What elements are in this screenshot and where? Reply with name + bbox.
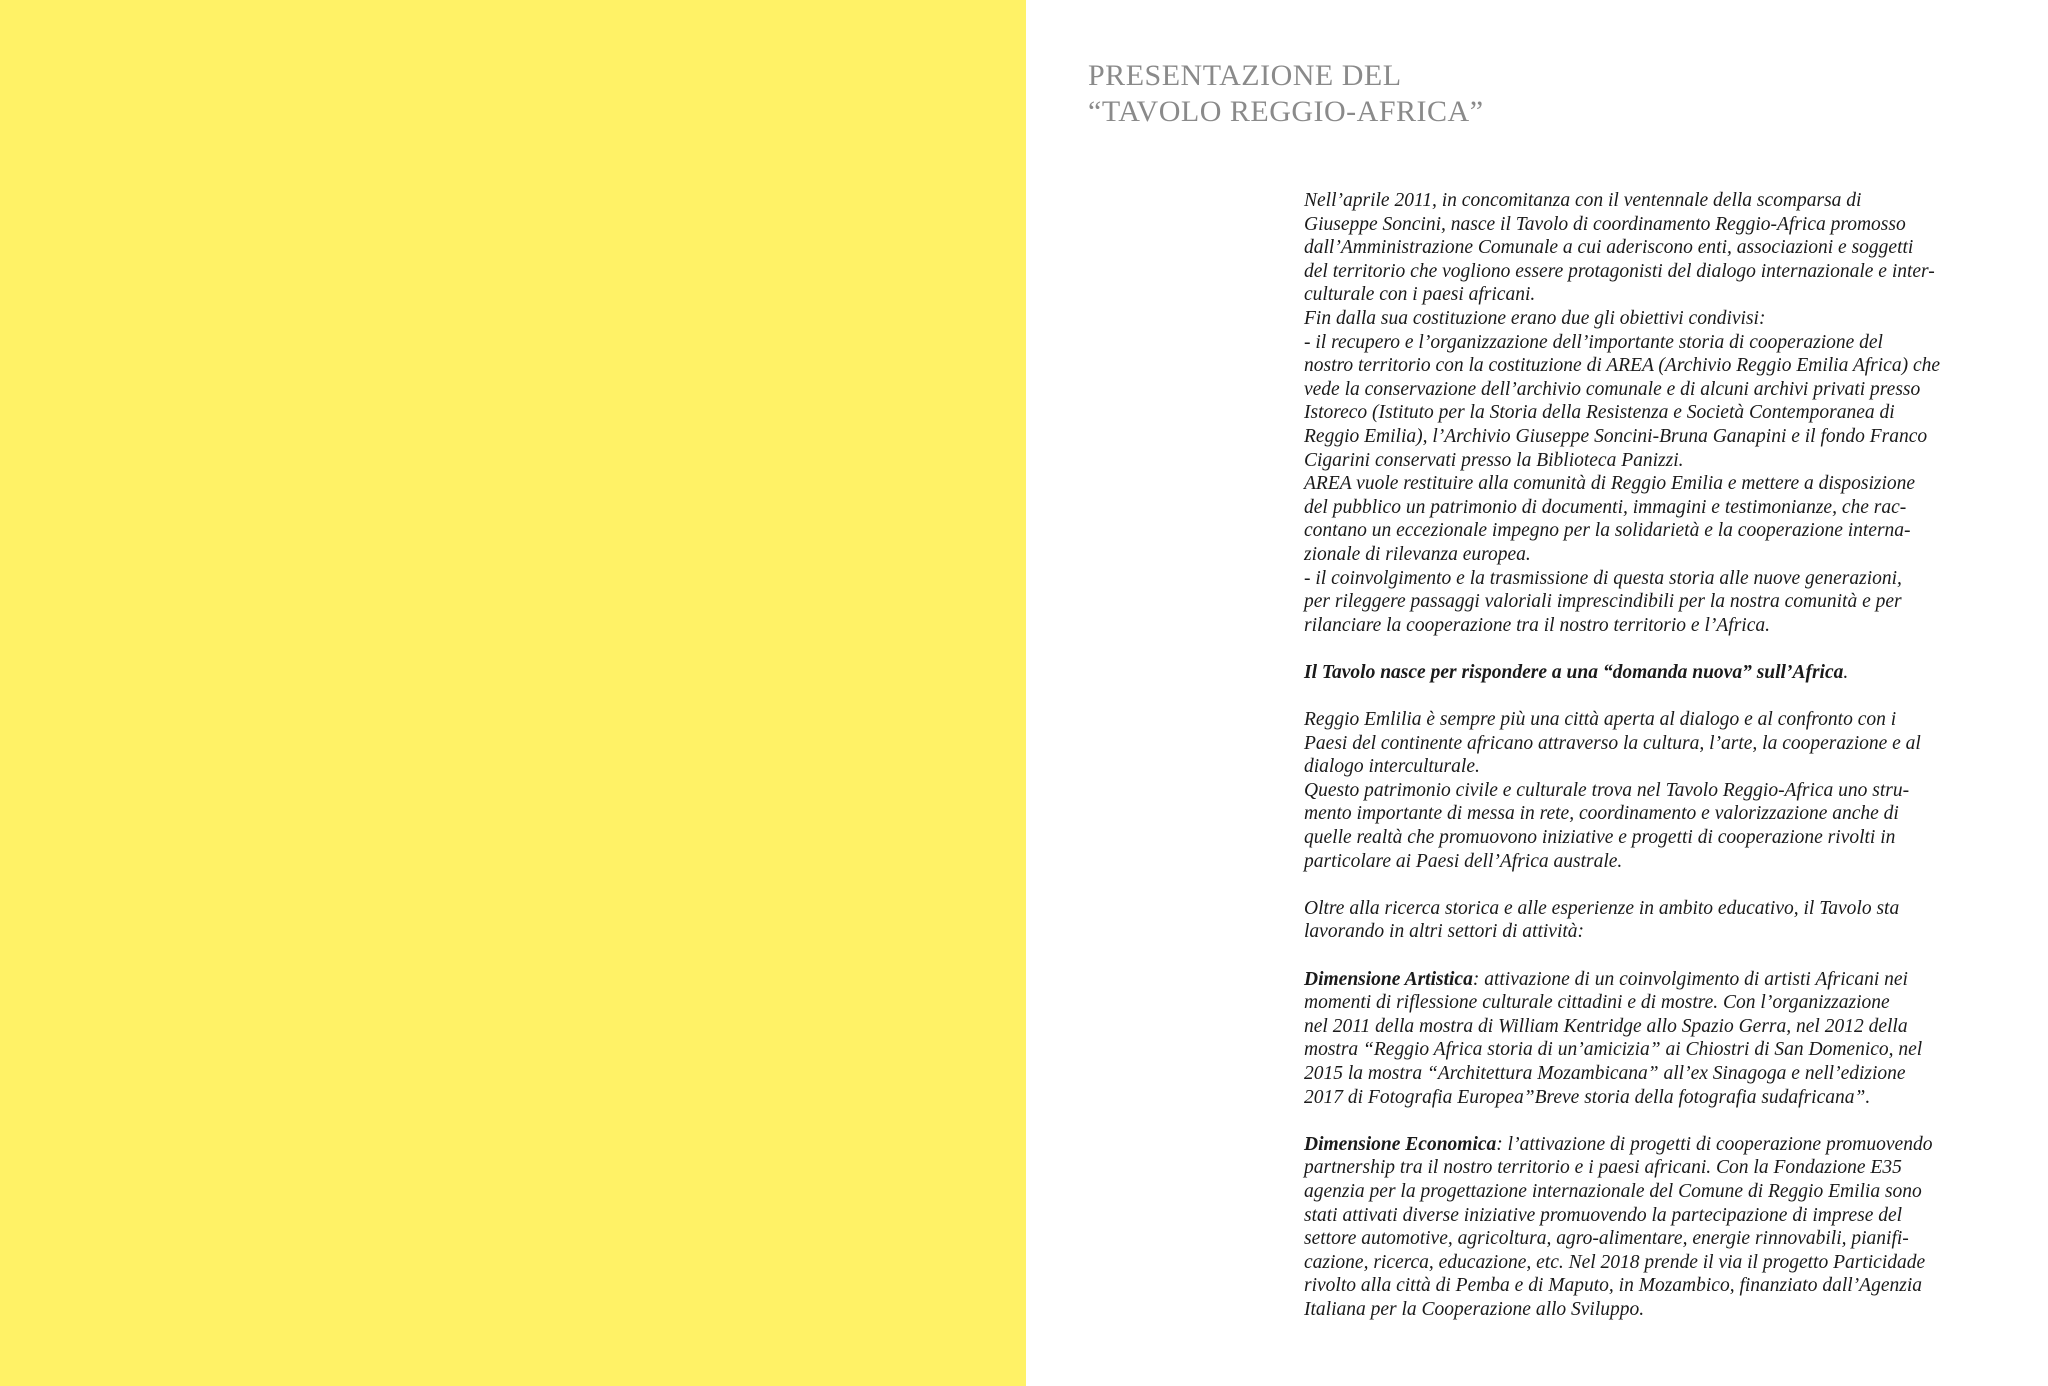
artistic-first-line: : attivazione di un coinvolgimento di artisti Africani nei bbox=[1472, 968, 1908, 990]
text-line: Istoreco (Istituto per la Storia della Resistenza e Società Contemporanea di bbox=[1304, 402, 1895, 424]
text-line: del pubblico un patrimonio di documenti, immagini e testimonianze, che rac- bbox=[1304, 496, 1907, 518]
text-line: Cigarini conservati presso la Biblioteca Panizzi. bbox=[1304, 449, 1684, 471]
title-line-1: PRESENTAZIONE DEL bbox=[1088, 59, 1402, 92]
text-line: momenti di riflessione culturale cittadini e di mostre. Con l’organizzazione bbox=[1304, 992, 1890, 1014]
text-right-page bbox=[1026, 0, 2048, 1386]
paragraph-other-sectors bbox=[1304, 897, 2024, 944]
statement-period: . bbox=[1843, 661, 1849, 683]
text-line: zionale di rilevanza europea. bbox=[1304, 543, 1531, 565]
text-line: settore automotive, agricoltura, agro-alimentare, energie rinnovabili, pianifi- bbox=[1304, 1228, 1909, 1250]
text-line: per rileggere passaggi valoriali imprescindibili per la nostra comunità e per bbox=[1304, 591, 1902, 613]
text-line: Fin dalla sua costituzione erano due gli obiettivi condivisi: bbox=[1304, 307, 1766, 329]
paragraph-tavolo-statement bbox=[1304, 661, 2024, 685]
text-line: agenzia per la progettazione internazionale del Comune di Reggio Emilia sono bbox=[1304, 1180, 1922, 1202]
text-line: dialogo interculturale. bbox=[1304, 756, 1480, 778]
text-line: quelle realtà che promuovono iniziative e progetti di cooperazione rivolti in bbox=[1304, 827, 1896, 849]
paragraph-gap bbox=[1304, 944, 2024, 968]
text-line: dall’Amministrazione Comunale a cui aderiscono enti, associazioni e soggetti bbox=[1304, 237, 1914, 259]
text-line: mento importante di messa in rete, coordinamento e valorizzazione anche di bbox=[1304, 803, 1899, 825]
text-line: Reggio Emlilia è sempre più una città aperta al dialogo e al confronto con i bbox=[1304, 709, 1897, 731]
economic-first-line: : l’attivazione di progetti di cooperazione promuovendo bbox=[1496, 1133, 1933, 1155]
text-line bbox=[1304, 1133, 2024, 1157]
text-line: Giuseppe Soncini, nasce il Tavolo di coordinamento Reggio-Africa promosso bbox=[1304, 213, 1906, 235]
paragraph-reggio-emilia bbox=[1304, 708, 2024, 873]
text-line: mostra “Reggio Africa storia di un’amicizia” ai Chiostri di San Domenico, nel bbox=[1304, 1039, 1923, 1061]
text-line bbox=[1304, 661, 2024, 685]
text-line: nostro territorio con la costituzione di AREA (Archivio Reggio Emilia Africa) che bbox=[1304, 355, 1941, 377]
text-line: contano un eccezionale impegno per la solidarietà e la cooperazione interna- bbox=[1304, 520, 1911, 542]
text-line: rivolto alla città di Pemba e di Maputo, in Mozambico, finanziato dall’Agenzia bbox=[1304, 1275, 1922, 1297]
paragraph-gap bbox=[1304, 873, 2024, 897]
text-line: vede la conservazione dell’archivio comunale e di alcuni archivi privati presso bbox=[1304, 378, 1921, 400]
text-line: - il recupero e l’organizzazione dell’importante storia di cooperazione del bbox=[1304, 331, 1883, 353]
text-line: del territorio che vogliono essere protagonisti del dialogo internazionale e inter- bbox=[1304, 260, 1935, 282]
text-line: partnership tra il nostro territorio e i paesi africani. Con la Fondazione E35 bbox=[1304, 1157, 1902, 1179]
text-line: culturale con i paesi africani. bbox=[1304, 284, 1536, 306]
text-line: cazione, ricerca, educazione, etc. Nel 2018 prende il via il progetto Particidade bbox=[1304, 1251, 1926, 1273]
paragraph-intro bbox=[1304, 189, 2024, 637]
text-line: rilanciare la cooperazione tra il nostro territorio e l’Africa. bbox=[1304, 614, 1770, 636]
text-line: Oltre alla ricerca storica e alle esperienze in ambito educativo, il Tavolo sta bbox=[1304, 897, 1900, 919]
text-line: stati attivati diverse iniziative promuovendo la partecipazione di imprese del bbox=[1304, 1204, 1903, 1226]
bold-statement: Il Tavolo nasce per rispondere a una “domanda nuova” sull’Africa bbox=[1304, 661, 1844, 683]
title-line-2: “TAVOLO REGGIO-AFRICA” bbox=[1088, 95, 1484, 128]
text-line: particolare ai Paesi dell’Africa australe. bbox=[1304, 850, 1623, 872]
text-line: AREA vuole restituire alla comunità di Reggio Emilia e mettere a disposizione bbox=[1304, 473, 1916, 495]
text-line bbox=[1304, 968, 2024, 992]
paragraph-dimensione-artistica bbox=[1304, 968, 2024, 1110]
text-line: Questo patrimonio civile e culturale trova nel Tavolo Reggio-Africa uno stru- bbox=[1304, 779, 1910, 801]
paragraph-gap bbox=[1304, 637, 2024, 661]
text-line: 2015 la mostra “Architettura Mozambicana” all’ex Sinagoga e nell’edizione bbox=[1304, 1062, 1906, 1084]
text-line: lavorando in altri settori di attività: bbox=[1304, 921, 1585, 943]
text-line: 2017 di Fotografia Europea”Breve storia della fotografia sudafricana”. bbox=[1304, 1086, 1871, 1108]
page-title bbox=[1088, 58, 1484, 130]
text-line: Italiana per la Cooperazione allo Sviluppo. bbox=[1304, 1298, 1645, 1320]
text-line: Reggio Emilia), l’Archivio Giuseppe Soncini-Bruna Ganapini e il fondo Franco bbox=[1304, 425, 1928, 447]
paragraph-gap bbox=[1304, 684, 2024, 708]
paragraph-gap bbox=[1304, 1109, 2024, 1133]
economic-heading: Dimensione Economica bbox=[1304, 1133, 1497, 1155]
artistic-heading: Dimensione Artistica bbox=[1304, 968, 1473, 990]
text-line: - il coinvolgimento e la trasmissione di questa storia alle nuove generazioni, bbox=[1304, 567, 1902, 589]
body-text bbox=[1304, 189, 2024, 1322]
text-line: Paesi del continente africano attraverso la cultura, l’arte, la cooperazione e al bbox=[1304, 732, 1921, 754]
paragraph-dimensione-economica bbox=[1304, 1133, 2024, 1322]
text-line: Nell’aprile 2011, in concomitanza con il ventennale della scomparsa di bbox=[1304, 190, 1862, 211]
text-line: nel 2011 della mostra di William Kentridge allo Spazio Gerra, nel 2012 della bbox=[1304, 1015, 1908, 1037]
